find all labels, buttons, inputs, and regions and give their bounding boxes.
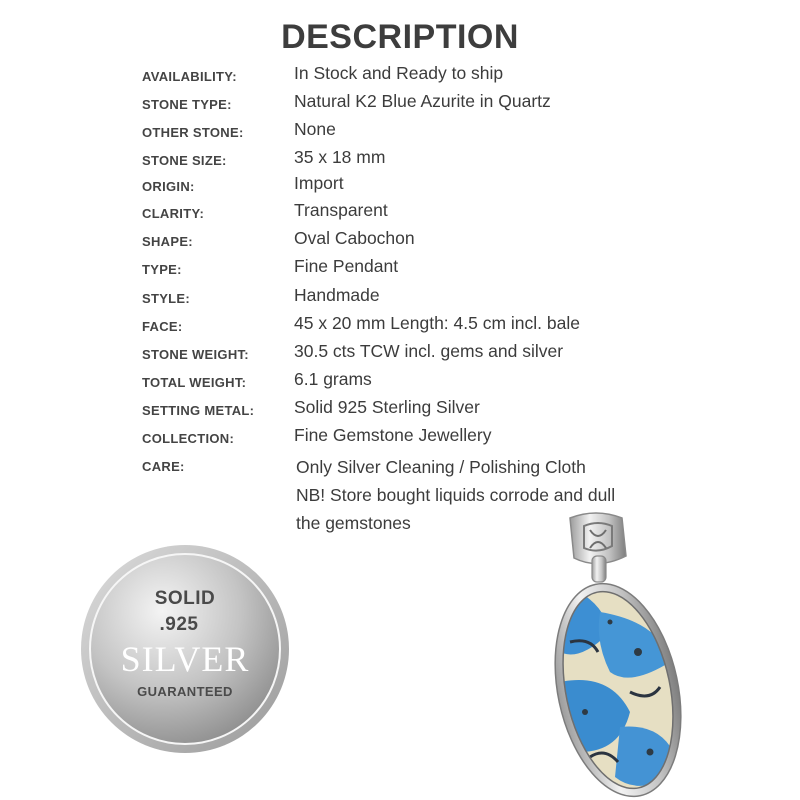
care-line: the gemstones	[296, 513, 411, 533]
spec-label: FACE:	[142, 319, 183, 334]
spec-value: Handmade	[294, 285, 380, 305]
spec-row-shape	[0, 228, 800, 256]
spec-label: SETTING METAL:	[142, 403, 255, 418]
spec-value: Oval Cabochon	[294, 228, 415, 248]
spec-value: In Stock and Ready to ship	[294, 63, 504, 83]
spec-value: 35 x 18 mm	[294, 147, 386, 167]
spec-row-stone-type	[0, 91, 800, 119]
spec-value: 30.5 cts TCW incl. gems and silver	[294, 341, 564, 361]
badge-line-purity: .925	[159, 614, 199, 635]
spec-label: AVAILABILITY:	[142, 69, 237, 84]
spec-row-stone-size	[0, 147, 800, 175]
spec-label: CLARITY:	[142, 206, 205, 221]
spec-label: TYPE:	[142, 262, 182, 277]
spec-value: 6.1 grams	[294, 369, 372, 389]
spec-value: Solid 925 Sterling Silver	[294, 397, 480, 417]
spec-label: TOTAL WEIGHT:	[142, 375, 247, 390]
spec-row-availability	[0, 63, 800, 91]
spec-label: STONE WEIGHT:	[142, 347, 249, 362]
badge-line-solid: SOLID	[154, 588, 216, 609]
spec-value: Transparent	[294, 200, 388, 220]
product-photo	[540, 512, 690, 800]
spec-row-stone-weight	[0, 341, 800, 369]
spec-label: CARE:	[142, 459, 185, 474]
badge-line-silver: SILVER	[120, 639, 250, 679]
spec-row-style	[0, 285, 800, 313]
spec-value: Fine Pendant	[294, 256, 399, 276]
spec-label: STONE SIZE:	[142, 153, 227, 168]
gemstone-pendant-icon	[540, 512, 690, 800]
spec-value: Import	[294, 173, 344, 193]
badge-line-guaranteed: GUARANTEED	[137, 684, 233, 699]
spec-value: 45 x 20 mm Length: 4.5 cm incl. bale	[294, 313, 580, 333]
spec-label: OTHER STONE:	[142, 125, 244, 140]
spec-row-face	[0, 313, 800, 341]
spec-label: ORIGIN:	[142, 179, 195, 194]
spec-row-origin	[0, 173, 800, 201]
care-line: NB! Store bought liquids corrode and dull	[296, 485, 616, 505]
spec-value: Natural K2 Blue Azurite in Quartz	[294, 91, 551, 111]
spec-label: SHAPE:	[142, 234, 193, 249]
spec-row-type	[0, 256, 800, 284]
care-line: Only Silver Cleaning / Polishing Cloth	[296, 457, 586, 477]
page-title: DESCRIPTION	[281, 18, 519, 56]
spec-label: COLLECTION:	[142, 431, 235, 446]
spec-label: STONE TYPE:	[142, 97, 232, 112]
silver-guarantee-badge	[78, 542, 292, 756]
spec-row-collection	[0, 425, 800, 453]
spec-row-clarity	[0, 200, 800, 228]
spec-label: STYLE:	[142, 291, 191, 306]
spec-row-total-weight	[0, 369, 800, 397]
spec-value: Fine Gemstone Jewellery	[294, 425, 492, 445]
spec-row-setting-metal	[0, 397, 800, 425]
spec-row-other-stone	[0, 119, 800, 147]
spec-value: None	[294, 119, 336, 139]
